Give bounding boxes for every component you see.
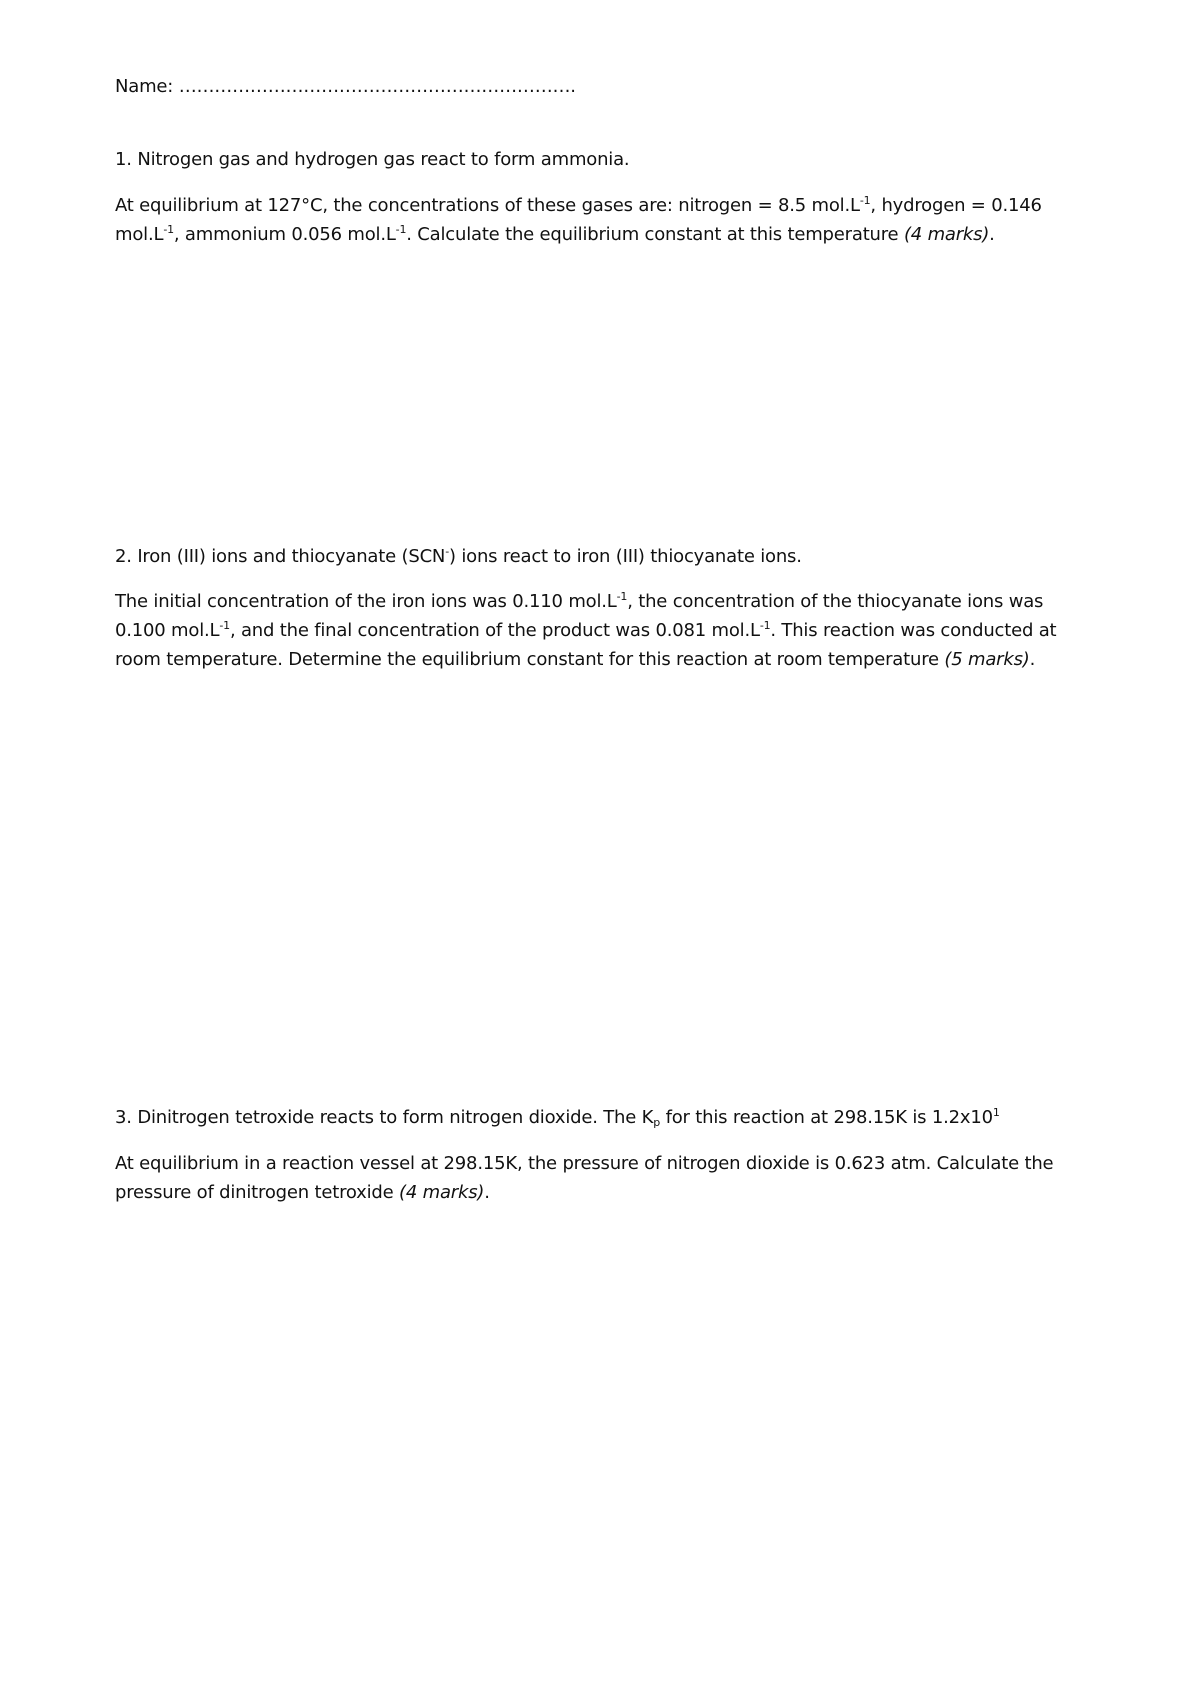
q1-text: At equilibrium at 127°C, the concentrations of these gases are: nitrogen = 8.5 mol.L <box>115 195 860 216</box>
q2-superscript: -1 <box>616 590 628 603</box>
question-1-body-line-2 <box>115 224 995 246</box>
q2-text: , and the final concentration of the product was 0.081 mol.L <box>229 620 760 641</box>
question-1-body-line-1 <box>115 195 1042 217</box>
q1-text: mol.L <box>115 224 164 245</box>
q3-text: pressure of dinitrogen tetroxide <box>115 1182 400 1203</box>
name-blank: …………………………………………………………. <box>178 76 576 97</box>
question-3-body-line-2 <box>115 1182 490 1204</box>
name-label: Name: <box>115 76 174 97</box>
q1-superscript: -1 <box>395 223 407 236</box>
q3-subscript: p <box>653 1116 661 1129</box>
q2-text: The initial concentration of the iron ions was 0.110 mol.L <box>115 591 617 612</box>
question-3-number: 3. <box>115 1107 132 1128</box>
question-3-body-line-1 <box>115 1153 1053 1175</box>
q1-text: . Calculate the equilibrium constant at this temperature <box>406 224 904 245</box>
q2-text: , the concentration of the thiocyanate ions was <box>627 591 1044 612</box>
question-2-body-line-2 <box>115 620 1056 642</box>
question-2-title: Iron (III) ions and thiocyanate (SCN <box>137 546 446 567</box>
q2-superscript: -1 <box>219 619 230 632</box>
question-3-heading <box>115 1107 1000 1129</box>
q1-text: , hydrogen = 0.146 <box>870 195 1042 216</box>
q1-superscript: -1 <box>859 194 871 207</box>
q2-text: room temperature. Determine the equilibrium constant for this reaction at room temperature <box>115 649 945 670</box>
question-2-title: ) ions react to iron (III) thiocyanate ions. <box>448 546 802 567</box>
q3-marks: (4 marks) <box>399 1182 485 1203</box>
q2-text: . This reaction was conducted at <box>770 620 1057 641</box>
q3-text: At equilibrium in a reaction vessel at 298.15K, the pressure of nitrogen dioxide is 0.623 atm. Calculate the <box>115 1153 1054 1174</box>
question-1-heading <box>115 149 629 171</box>
q1-marks: (4 marks) <box>903 224 990 245</box>
q1-superscript: -1 <box>163 223 174 236</box>
q2-superscript: -1 <box>759 619 771 632</box>
q1-text: . <box>989 224 995 245</box>
question-2-number: 2. <box>115 546 132 567</box>
question-1-title: Nitrogen gas and hydrogen gas react to form ammonia. <box>137 149 630 170</box>
q2-marks: (5 marks) <box>944 649 1030 670</box>
q1-text: , ammonium 0.056 mol.L <box>173 224 396 245</box>
q3-text: . <box>484 1182 490 1203</box>
q2-superscript: - <box>445 545 449 558</box>
name-line <box>115 76 576 98</box>
question-2-body-line-3 <box>115 649 1035 671</box>
question-2-heading <box>115 546 802 568</box>
q2-text: 0.100 mol.L <box>115 620 220 641</box>
question-1-number: 1. <box>115 149 132 170</box>
q2-text: . <box>1029 649 1036 670</box>
q3-superscript: 1 <box>992 1106 1000 1119</box>
question-3-title: for this reaction at 298.15K is 1.2x10 <box>660 1107 993 1128</box>
question-2-body-line-1 <box>115 591 1043 613</box>
question-3-title: Dinitrogen tetroxide reacts to form nitrogen dioxide. The K <box>137 1107 654 1128</box>
